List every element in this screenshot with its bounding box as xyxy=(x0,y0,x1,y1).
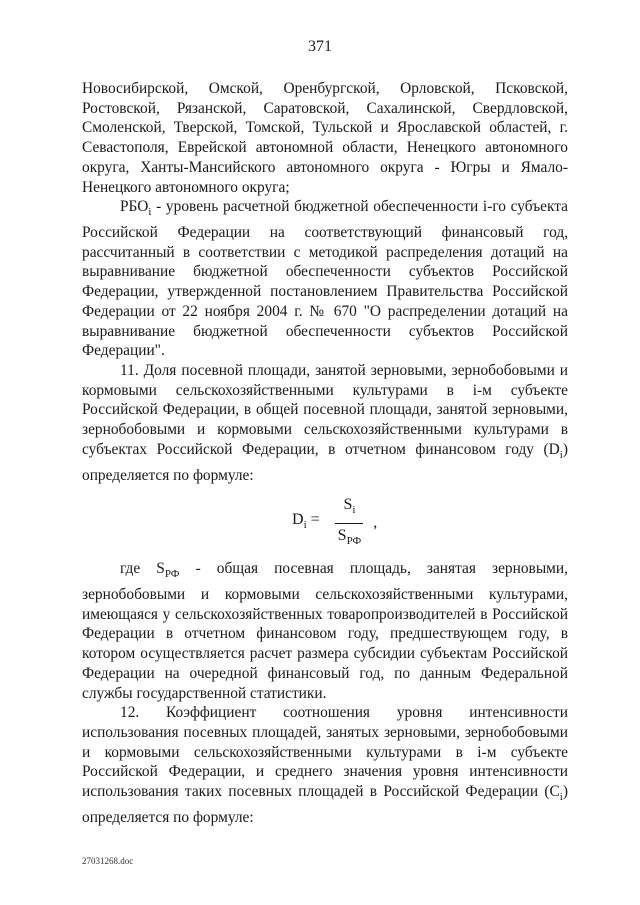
paragraph-12-text: 12. Коэффициент соотношения уровня интенсивности использования посевных площадей, занятых зерновыми, зернобобовыми и кормовыми сельскохозяйственными культурами в i-м субъекте Российской Федерации, и среднего значения уровня интенсивности использования таких посевных площадей в Российской Федерации (C xyxy=(82,704,568,801)
srf-lead: где xyxy=(120,560,157,578)
srf-term-subscript: РФ xyxy=(164,568,180,581)
formula-numerator-subscript: i xyxy=(352,504,356,517)
paragraph-regions-list: Новосибирской, Омской, Оренбургской, Орловской, Псковской, Ростовской, Рязанской, Саратовской, Сахалинской, Свердловской, Смоленской, Тверской, Томской, Тульской и Ярославской областей, г. Севастополя, Еврейской автономной области, Ненецкого автономного округа, Ханты-Мансийского автономного округа - Югры и Ямало-Ненецкого автономного округа; xyxy=(82,80,568,196)
formula-lhs xyxy=(292,510,320,536)
footer-filename: 27031268.doc xyxy=(82,856,134,866)
formula-tail: , xyxy=(373,514,378,532)
formula-di xyxy=(82,491,568,555)
paragraph-12 xyxy=(82,703,568,827)
paragraph-12-end: ) определяется по формуле: xyxy=(82,783,568,826)
paragraph-srf-definition xyxy=(82,559,568,703)
srf-definition-text: - общая посевная площадь, занятая зерновыми, зернобобовыми и кормовыми сельскохозяйственными культурами, имеющаяся у сельскохозяйственных товаропроизводителей в Российской Федерации в отчетном финансовом году, предшествующем году, в котором осуществляется расчет размера субсидии субъектам Российской Федерации на очередной финансовый год, по данным Федеральной службы государственной статистики. xyxy=(82,560,568,702)
paragraph-11-subscript: i xyxy=(559,448,563,461)
formula-lhs-symbol: D xyxy=(292,511,304,529)
document-body xyxy=(82,79,568,828)
formula-di-expression xyxy=(292,497,377,549)
formula-denominator-symbol: S xyxy=(337,526,347,544)
srf-term: S xyxy=(156,560,165,578)
formula-numerator xyxy=(335,495,363,524)
paragraph-12-subscript: i xyxy=(559,791,563,804)
rbo-term: РБО xyxy=(120,198,149,216)
page-number: 371 xyxy=(308,38,332,55)
formula-numerator-symbol: S xyxy=(343,495,353,513)
formula-denominator-subscript: РФ xyxy=(346,534,362,547)
paragraph-11 xyxy=(82,361,568,485)
paragraph-11-text: 11. Доля посевной площади, занятой зерновыми, зернобобовыми и кормовыми сельскохозяйственными культурами в i-м субъекте Российской Федерации, в общей посевной площади, занятой зерновыми, зернобобовыми и кормовыми сельскохозяйственными культурами в субъектах Российской Федерации, в отчетном финансовом году (D xyxy=(82,361,568,458)
formula-denominator xyxy=(330,524,370,552)
formula-equals: = xyxy=(306,511,320,529)
formula-fraction xyxy=(330,495,370,552)
rbo-definition-text: - уровень расчетной бюджетной обеспеченности i-го субъекта Российской Федерации на соответствующий финансовый год, рассчитанный в соответствии с методикой распределения дотаций на выравнивание бюджетной обеспеченности субъектов Российской Федерации, утвержденной постановлением Правительства Российской Федерации от 22 ноября 2004 г. № 670 "О распределении дотаций на выравнивание бюджетной обеспеченности субъектов Российской Федерации". xyxy=(82,198,568,360)
formula-lhs-subscript: i xyxy=(303,519,307,532)
paragraph-11-end: ) определяется по формуле: xyxy=(82,440,568,484)
rbo-term-subscript: i xyxy=(148,206,152,219)
paragraph-rbo-definition xyxy=(82,197,568,361)
